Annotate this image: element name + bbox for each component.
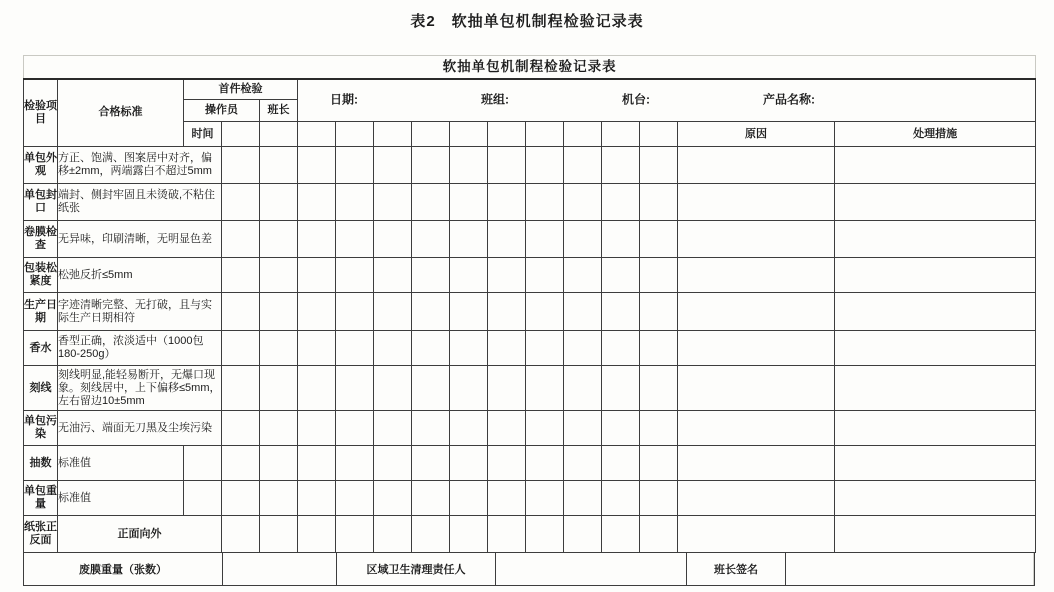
item-label: 抽数 xyxy=(24,446,58,481)
entry-cell[interactable] xyxy=(412,481,450,516)
entry-cell[interactable] xyxy=(488,516,526,553)
standard-text: 端封、侧封牢固且未烫破,不粘住纸张 xyxy=(58,184,222,221)
entry-cell[interactable] xyxy=(564,446,602,481)
item-label: 刻线 xyxy=(24,366,58,411)
entry-cell[interactable] xyxy=(526,481,564,516)
standard-text: 香型正确，浓淡适中（1000包180-250g） xyxy=(58,331,222,366)
reason-cell[interactable] xyxy=(678,147,835,184)
team-label: 班组: xyxy=(481,92,509,107)
entry-cell[interactable] xyxy=(336,481,374,516)
leader-signature-entry[interactable] xyxy=(786,553,1034,585)
entry-cell[interactable] xyxy=(640,481,678,516)
leader-signature-label: 班长签名 xyxy=(687,553,786,585)
entry-cell[interactable] xyxy=(298,446,336,481)
entry-cell[interactable] xyxy=(222,122,260,147)
col-header-measures: 处理措施 xyxy=(835,122,1036,147)
table-row xyxy=(24,366,1036,411)
entry-cell[interactable] xyxy=(564,147,602,184)
reason-cell[interactable] xyxy=(678,366,835,411)
table-row xyxy=(24,184,1036,221)
measures-cell[interactable] xyxy=(835,184,1036,221)
hygiene-responsible-entry[interactable] xyxy=(496,553,687,585)
measures-cell[interactable] xyxy=(835,331,1036,366)
standard-text: 正面向外 xyxy=(58,516,222,553)
item-label: 单包重量 xyxy=(24,481,58,516)
entry-cell[interactable] xyxy=(374,331,412,366)
table-row xyxy=(24,481,1036,516)
entry-cell[interactable] xyxy=(602,184,640,221)
entry-cell[interactable] xyxy=(260,446,298,481)
entry-cell[interactable] xyxy=(298,516,336,553)
table-title: 软抽单包机制程检验记录表 xyxy=(24,56,1036,79)
entry-cell[interactable] xyxy=(222,481,260,516)
entry-cell[interactable] xyxy=(564,411,602,446)
standard-text: 方正、饱满、图案居中对齐，偏移±2mm，两端露白不超过5mm xyxy=(58,147,222,184)
measures-cell[interactable] xyxy=(835,366,1036,411)
entry-cell[interactable] xyxy=(412,184,450,221)
page-title: 表2 软抽单包机制程检验记录表 xyxy=(410,13,644,30)
entry-cell[interactable] xyxy=(374,516,412,553)
measures-cell[interactable] xyxy=(835,411,1036,446)
entry-cell[interactable] xyxy=(374,221,412,258)
col-header-standard: 合格标准 xyxy=(58,79,184,147)
standard-text: 无异味，印刷清晰，无明显色差 xyxy=(58,221,222,258)
entry-cell[interactable] xyxy=(260,516,298,553)
entry-cell[interactable] xyxy=(488,258,526,293)
entry-cell[interactable] xyxy=(564,184,602,221)
entry-cell[interactable] xyxy=(184,446,222,481)
waste-film-weight-entry[interactable] xyxy=(223,553,337,585)
entry-cell[interactable] xyxy=(412,366,450,411)
entry-cell[interactable] xyxy=(564,258,602,293)
inspection-record-table xyxy=(23,55,1035,586)
col-header-inspection-item: 检验项目 xyxy=(24,79,58,147)
entry-cell[interactable] xyxy=(222,446,260,481)
entry-cell[interactable] xyxy=(222,331,260,366)
standard-text: 刻线明显,能轻易断开，无爆口现象。刻线居中，上下偏移≤5mm，左右留边10±5mm xyxy=(58,366,222,411)
entry-cell[interactable] xyxy=(412,122,450,147)
entry-cell[interactable] xyxy=(526,446,564,481)
entry-cell[interactable] xyxy=(526,366,564,411)
entry-cell[interactable] xyxy=(260,331,298,366)
measures-cell[interactable] xyxy=(835,516,1036,553)
entry-cell[interactable] xyxy=(488,411,526,446)
entry-cell[interactable] xyxy=(336,258,374,293)
entry-cell[interactable] xyxy=(222,411,260,446)
entry-cell[interactable] xyxy=(336,184,374,221)
standard-text: 无油污、端面无刀黑及尘埃污染 xyxy=(58,411,222,446)
reason-cell[interactable] xyxy=(678,331,835,366)
table-row xyxy=(24,446,1036,481)
entry-cell[interactable] xyxy=(450,331,488,366)
entry-cell[interactable] xyxy=(564,293,602,331)
entry-cell[interactable] xyxy=(374,481,412,516)
table-row xyxy=(24,411,1036,446)
entry-cell[interactable] xyxy=(374,258,412,293)
entry-cell[interactable] xyxy=(260,258,298,293)
item-label: 卷膜检查 xyxy=(24,221,58,258)
reason-cell[interactable] xyxy=(678,221,835,258)
measures-cell[interactable] xyxy=(835,481,1036,516)
standard-text: 标准值 xyxy=(58,481,184,516)
col-header-reason: 原因 xyxy=(678,122,835,147)
reason-cell[interactable] xyxy=(678,258,835,293)
entry-cell[interactable] xyxy=(640,446,678,481)
col-header-shift-leader: 班长 xyxy=(260,100,298,122)
reason-cell[interactable] xyxy=(678,481,835,516)
measures-cell[interactable] xyxy=(835,293,1036,331)
entry-cell[interactable] xyxy=(260,366,298,411)
item-label: 单包污染 xyxy=(24,411,58,446)
entry-cell[interactable] xyxy=(260,293,298,331)
entry-cell[interactable] xyxy=(336,411,374,446)
entry-cell[interactable] xyxy=(526,147,564,184)
measures-cell[interactable] xyxy=(835,147,1036,184)
item-label: 单包封口 xyxy=(24,184,58,221)
entry-cell[interactable] xyxy=(488,481,526,516)
entry-cell[interactable] xyxy=(298,147,336,184)
entry-cell[interactable] xyxy=(640,411,678,446)
entry-cell[interactable] xyxy=(222,258,260,293)
entry-cell[interactable] xyxy=(640,293,678,331)
entry-cell[interactable] xyxy=(526,122,564,147)
hygiene-responsible-label: 区域卫生清理责任人 xyxy=(337,553,496,585)
entry-cell[interactable] xyxy=(450,516,488,553)
entry-cell[interactable] xyxy=(488,446,526,481)
entry-cell[interactable] xyxy=(640,258,678,293)
entry-cell[interactable] xyxy=(336,366,374,411)
entry-cell[interactable] xyxy=(336,516,374,553)
entry-cell[interactable] xyxy=(450,122,488,147)
entry-cell[interactable] xyxy=(450,446,488,481)
entry-cell[interactable] xyxy=(222,221,260,258)
table-row xyxy=(24,293,1036,331)
entry-cell[interactable] xyxy=(488,147,526,184)
entry-cell[interactable] xyxy=(526,293,564,331)
entry-cell[interactable] xyxy=(298,221,336,258)
entry-cell[interactable] xyxy=(298,293,336,331)
entry-cell[interactable] xyxy=(260,221,298,258)
entry-cell[interactable] xyxy=(526,516,564,553)
entry-cell[interactable] xyxy=(526,221,564,258)
entry-cell[interactable] xyxy=(564,221,602,258)
entry-cell[interactable] xyxy=(374,293,412,331)
entry-cell[interactable] xyxy=(412,147,450,184)
product-name-label: 产品名称: xyxy=(763,92,815,107)
item-label: 生产日期 xyxy=(24,293,58,331)
measures-cell[interactable] xyxy=(835,258,1036,293)
entry-cell[interactable] xyxy=(336,446,374,481)
table-row xyxy=(24,516,1036,553)
footer-row xyxy=(23,553,1035,586)
entry-cell[interactable] xyxy=(564,331,602,366)
reason-cell[interactable] xyxy=(678,293,835,331)
item-label: 纸张正反面 xyxy=(24,516,58,553)
col-header-operator: 操作员 xyxy=(184,100,260,122)
entry-cell[interactable] xyxy=(564,516,602,553)
entry-cell[interactable] xyxy=(602,481,640,516)
item-label: 包装松紧度 xyxy=(24,258,58,293)
entry-cell[interactable] xyxy=(602,411,640,446)
col-header-first-piece: 首件检验 xyxy=(184,79,298,100)
info-header-cell xyxy=(298,79,1036,122)
entry-cell[interactable] xyxy=(450,411,488,446)
machine-label: 机台: xyxy=(622,92,650,107)
entry-cell[interactable] xyxy=(298,331,336,366)
entry-cell[interactable] xyxy=(564,481,602,516)
entry-cell[interactable] xyxy=(488,221,526,258)
standard-text: 字迹清晰完整、无打破，且与实际生产日期相符 xyxy=(58,293,222,331)
reason-cell[interactable] xyxy=(678,411,835,446)
entry-cell[interactable] xyxy=(298,258,336,293)
table-row xyxy=(24,221,1036,258)
entry-cell[interactable] xyxy=(260,411,298,446)
entry-cell[interactable] xyxy=(260,122,298,147)
entry-cell[interactable] xyxy=(564,366,602,411)
entry-cell[interactable] xyxy=(412,446,450,481)
entry-cell[interactable] xyxy=(222,366,260,411)
entry-cell[interactable] xyxy=(412,411,450,446)
entry-cell[interactable] xyxy=(412,293,450,331)
entry-cell[interactable] xyxy=(412,221,450,258)
entry-cell[interactable] xyxy=(640,147,678,184)
row-header-time: 时间 xyxy=(184,122,222,147)
standard-text: 松弛反折≤5mm xyxy=(58,258,222,293)
entry-cell[interactable] xyxy=(260,147,298,184)
entry-cell[interactable] xyxy=(602,293,640,331)
waste-film-weight-label: 废膜重量（张数） xyxy=(24,553,223,585)
entry-cell[interactable] xyxy=(450,147,488,184)
entry-cell[interactable] xyxy=(640,221,678,258)
entry-cell[interactable] xyxy=(450,184,488,221)
item-label: 香水 xyxy=(24,331,58,366)
entry-cell[interactable] xyxy=(222,147,260,184)
entry-cell[interactable] xyxy=(374,411,412,446)
entry-cell[interactable] xyxy=(336,221,374,258)
entry-cell[interactable] xyxy=(412,258,450,293)
entry-cell[interactable] xyxy=(412,516,450,553)
entry-cell[interactable] xyxy=(450,481,488,516)
entry-cell[interactable] xyxy=(336,147,374,184)
entry-cell[interactable] xyxy=(602,366,640,411)
reason-cell[interactable] xyxy=(678,516,835,553)
reason-cell[interactable] xyxy=(678,184,835,221)
reason-cell[interactable] xyxy=(678,446,835,481)
entry-cell[interactable] xyxy=(602,516,640,553)
entry-cell[interactable] xyxy=(640,366,678,411)
entry-cell[interactable] xyxy=(336,122,374,147)
measures-cell[interactable] xyxy=(835,221,1036,258)
entry-cell[interactable] xyxy=(298,481,336,516)
entry-cell[interactable] xyxy=(260,184,298,221)
entry-cell[interactable] xyxy=(412,331,450,366)
standard-text: 标准值 xyxy=(58,446,184,481)
entry-cell[interactable] xyxy=(602,147,640,184)
entry-cell[interactable] xyxy=(602,258,640,293)
entry-cell[interactable] xyxy=(450,293,488,331)
entry-cell[interactable] xyxy=(298,366,336,411)
entry-cell[interactable] xyxy=(298,411,336,446)
entry-cell[interactable] xyxy=(222,293,260,331)
table-row xyxy=(24,147,1036,184)
item-label: 单包外观 xyxy=(24,147,58,184)
entry-cell[interactable] xyxy=(526,184,564,221)
entry-cell[interactable] xyxy=(488,184,526,221)
entry-cell[interactable] xyxy=(602,221,640,258)
entry-cell[interactable] xyxy=(488,122,526,147)
entry-cell[interactable] xyxy=(374,147,412,184)
table-row xyxy=(24,331,1036,366)
entry-cell[interactable] xyxy=(222,516,260,553)
entry-cell[interactable] xyxy=(374,366,412,411)
entry-cell[interactable] xyxy=(184,481,222,516)
entry-cell[interactable] xyxy=(298,184,336,221)
entry-cell[interactable] xyxy=(298,122,336,147)
entry-cell[interactable] xyxy=(602,331,640,366)
entry-cell[interactable] xyxy=(260,481,298,516)
entry-cell[interactable] xyxy=(564,122,602,147)
entry-cell[interactable] xyxy=(374,446,412,481)
entry-cell[interactable] xyxy=(488,366,526,411)
entry-cell[interactable] xyxy=(450,258,488,293)
entry-cell[interactable] xyxy=(640,331,678,366)
entry-cell[interactable] xyxy=(640,184,678,221)
entry-cell[interactable] xyxy=(488,293,526,331)
entry-cell[interactable] xyxy=(450,221,488,258)
entry-cell[interactable] xyxy=(602,122,640,147)
entry-cell[interactable] xyxy=(374,184,412,221)
entry-cell[interactable] xyxy=(450,366,488,411)
entry-cell[interactable] xyxy=(640,122,678,147)
entry-cell[interactable] xyxy=(640,516,678,553)
entry-cell[interactable] xyxy=(374,122,412,147)
entry-cell[interactable] xyxy=(336,331,374,366)
date-label: 日期: xyxy=(330,92,358,107)
entry-cell[interactable] xyxy=(526,411,564,446)
entry-cell[interactable] xyxy=(488,331,526,366)
entry-cell[interactable] xyxy=(336,293,374,331)
measures-cell[interactable] xyxy=(835,446,1036,481)
entry-cell[interactable] xyxy=(222,184,260,221)
entry-cell[interactable] xyxy=(526,258,564,293)
entry-cell[interactable] xyxy=(526,331,564,366)
entry-cell[interactable] xyxy=(602,446,640,481)
table-row xyxy=(24,258,1036,293)
